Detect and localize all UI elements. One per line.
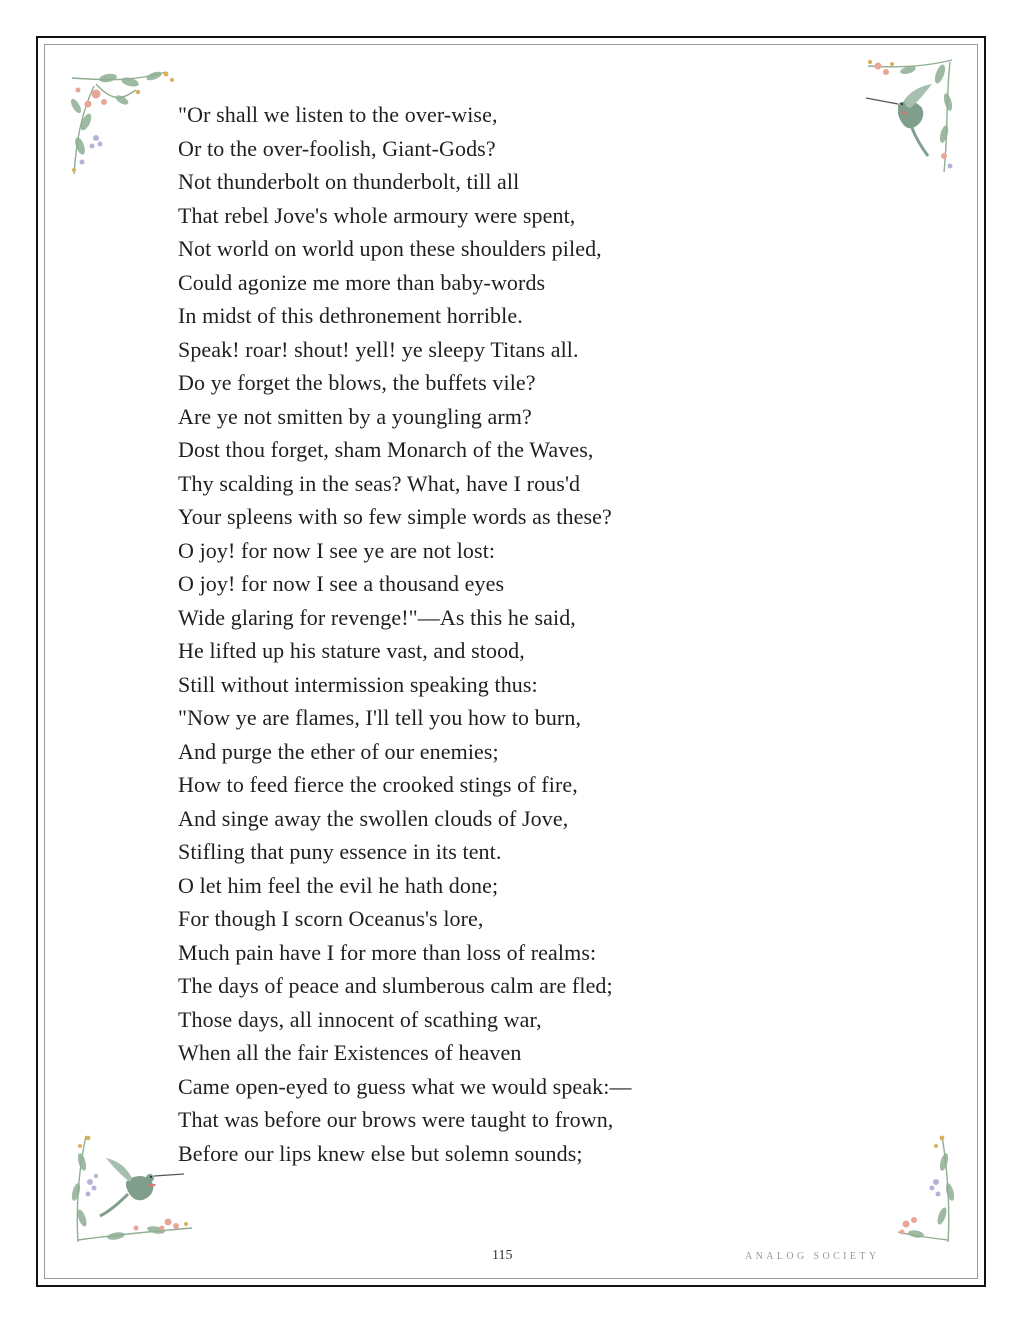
poem-line: Wide glaring for revenge!"—As this he said, xyxy=(178,604,576,630)
poem-line: O joy! for now I see a thousand eyes xyxy=(178,571,505,596)
poem-line: Dost thou forget, sham Monarch of the Waves, xyxy=(178,437,594,462)
poem-line: Could agonize me more than baby-words xyxy=(178,269,546,295)
poem-line: When all the fair Existences of heaven xyxy=(178,1040,522,1065)
poem-line: In midst of this dethronement horrible. xyxy=(178,303,523,328)
poem-line: Your spleens with so few simple words as these? xyxy=(178,504,612,529)
poem-text xyxy=(178,98,632,1170)
poem-line: Came open-eyed to guess what we would speak:— xyxy=(178,1073,632,1099)
poem-line: Much pain have I for more than loss of realms: xyxy=(178,939,597,965)
poem-line: And singe away the swollen clouds of Jove, xyxy=(178,805,569,831)
brand-footer: ANALOG SOCIETY xyxy=(745,1251,880,1262)
poem-line: O let him feel the evil he hath done; xyxy=(178,872,499,898)
poem-line: He lifted up his stature vast, and stood, xyxy=(178,638,525,663)
poem-line: That rebel Jove's whole armoury were spent, xyxy=(178,202,576,228)
poem-line: Still without intermission speaking thus: xyxy=(178,671,538,697)
page-number: 115 xyxy=(492,1248,513,1263)
poem-line: Are ye not smitten by a youngling arm? xyxy=(178,403,532,429)
poem-line: "Or shall we listen to the over-wise, xyxy=(178,102,498,127)
poem-line: Those days, all innocent of scathing war, xyxy=(178,1006,542,1032)
poem-line: Before our lips knew else but solemn sounds; xyxy=(178,1140,583,1166)
floral-corner-top-left-icon xyxy=(66,66,181,181)
hummingbird-top-right-icon xyxy=(858,56,958,176)
poem-line: Thy scalding in the seas? What, have I rous'd xyxy=(178,470,581,496)
poem-line: Speak! roar! shout! yell! ye sleepy Titans all. xyxy=(178,336,579,362)
poem-line: Not thunderbolt on thunderbolt, till all xyxy=(178,169,520,194)
poem-line: The days of peace and slumberous calm are fled; xyxy=(178,973,613,998)
floral-corner-bottom-right-icon xyxy=(892,1132,962,1247)
poem-line: Do ye forget the blows, the buffets vile? xyxy=(178,370,536,395)
poem-line: How to feed fierce the crooked stings of fire, xyxy=(178,772,578,797)
poem-line: Or to the over-foolish, Giant-Gods? xyxy=(178,135,496,161)
poem-line: For though I scorn Oceanus's lore, xyxy=(178,906,484,931)
poem-line: Not world on world upon these shoulders piled, xyxy=(178,236,602,261)
poem-line: Stifling that puny essence in its tent. xyxy=(178,839,502,864)
hummingbird-bottom-left-icon xyxy=(66,1132,196,1247)
poem-line: That was before our brows were taught to frown, xyxy=(178,1107,614,1132)
poem-line: O joy! for now I see ye are not lost: xyxy=(178,537,496,563)
poem-line: "Now ye are flames, I'll tell you how to burn, xyxy=(178,705,582,730)
poem-line: And purge the ether of our enemies; xyxy=(178,738,499,764)
